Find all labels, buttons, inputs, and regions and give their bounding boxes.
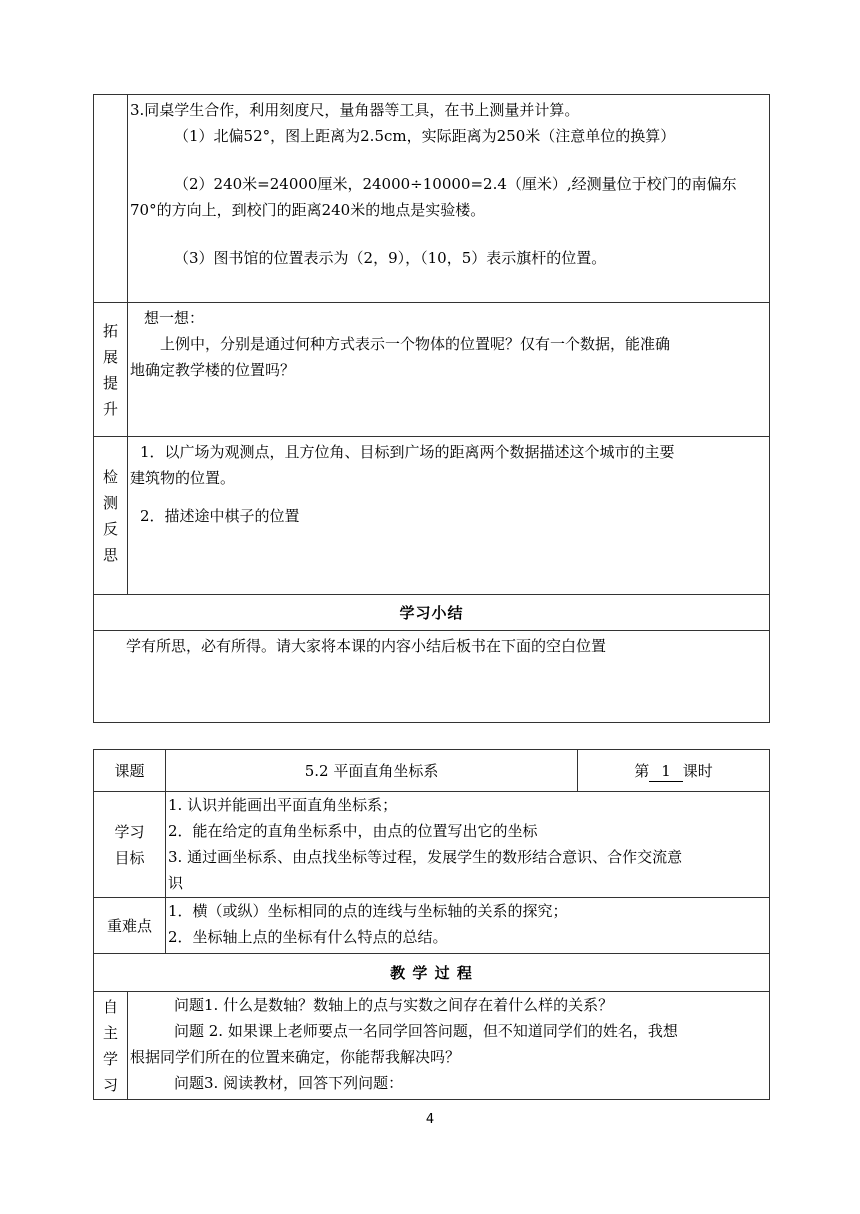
page-number: 4 [425,1112,435,1127]
key-points-row [94,898,770,954]
check-item-1: 1．以广场为观测点，且方位角、目标到广场的距离两个数据描述这个城市的主要 [140,443,675,461]
answer-2-cont-text: 70°的方向上，到校门的距离240米的地点是实验楼。 [130,201,486,219]
think-question [130,331,767,357]
label-char: 习 [102,1075,118,1094]
label-char: 思 [102,545,118,564]
goals-label-line: 学习 [114,822,145,841]
label-char: 检 [102,467,118,486]
label-char: 展 [102,347,118,366]
question-1: 问题1. 什么是数轴？数轴上的点与实数之间存在着什么样的关系？ [174,996,614,1014]
goals-label [94,792,166,898]
summary-header-row [94,595,770,631]
lesson-suffix: 课时 [682,761,713,780]
question-2-cont: 根据同学们所在的位置来确定，你能帮我解决吗？ [130,1048,461,1066]
key-points-content [166,898,770,954]
topic-value: 5.2 平面直角坐标系 [166,750,578,792]
goal-item: 3. 通过画坐标系、由点找坐标等过程，发展学生的数形结合意识、合作交流意 [168,848,683,866]
key-point-item: 1．横（或纵）坐标相同的点的连线与坐标轴的关系的探究； [168,902,568,920]
answer-3-text: （3）图书馆的位置表示为（2，9），（10，5）表示旗杆的位置。 [174,249,607,267]
label-char: 主 [102,1023,118,1042]
question-2: 问题 2. 如果课上老师要点一名同学回答问题，但不知道同学们的姓名，我想 [174,1022,678,1040]
extension-content [128,303,770,437]
goals-row [94,792,770,898]
key-point-item: 2．坐标轴上点的坐标有什么特点的总结。 [168,928,448,946]
lesson-prefix: 第 [634,761,650,780]
label-char: 提 [102,373,118,392]
process-header-row [94,954,770,992]
lesson-table [93,749,770,1100]
goal-item: 识 [168,874,184,892]
topic-row [94,750,770,792]
label-char: 测 [102,493,118,512]
question-3: 问题3. 阅读教材，回答下列问题： [174,1074,404,1092]
check-item-1-cont: 建筑物的位置。 [130,469,236,487]
summary-row [94,631,770,723]
check-item-2: 2．描述途中棋子的位置 [140,507,300,525]
lesson-count [578,750,770,792]
self-study-label [94,992,128,1100]
lesson-number: 1 [649,761,683,782]
measurement-row [94,95,770,303]
goals-content [166,792,770,898]
answer-2-text: （2）240米=24000厘米，24000÷10000=2.4（厘米）,经测量位于校门的南偏东 [174,175,737,193]
check-row [94,437,770,595]
think-question-line2: 地确定教学楼的位置吗？ [130,361,296,379]
label-char: 拓 [102,321,118,340]
goals-label-line: 目标 [114,848,145,867]
self-study-row [94,992,770,1100]
label-char: 学 [102,1049,118,1068]
check-content [128,437,770,595]
label-char: 自 [102,997,118,1016]
extension-label [94,303,128,437]
answer-1-text: （1）北偏52°，图上距离为2.5cm，实际距离为250米（注意单位的换算） [174,127,676,145]
process-header: 教 学 过 程 [94,954,770,992]
goal-item: 2．能在给定的直角坐标系中，由点的位置写出它的坐标 [168,822,538,840]
think-title: 想一想： [144,309,205,327]
upper-table [93,94,770,723]
key-points-label: 重难点 [94,898,166,954]
check-label [94,437,128,595]
think-question-line1: 上例中，分别是通过何种方式表示一个物体的位置呢？仅有一个数据，能准确 [160,335,671,353]
label-char: 升 [102,399,118,418]
label-char: 反 [102,519,118,538]
topic-label: 课题 [94,750,166,792]
goal-item: 1. 认识并能画出平面直角坐标系； [168,796,398,814]
task-3-text: 3.同桌学生合作，利用刻度尺，量角器等工具，在书上测量并计算。 [130,101,580,119]
self-study-content [128,992,770,1100]
empty-label-cell [94,95,128,303]
summary-header: 学习小结 [94,595,770,631]
measurement-content [128,95,770,303]
extension-row [94,303,770,437]
summary-content [94,631,770,723]
summary-text: 学有所思，必有所得。请大家将本课的内容小结后板书在下面的空白位置 [126,637,607,655]
